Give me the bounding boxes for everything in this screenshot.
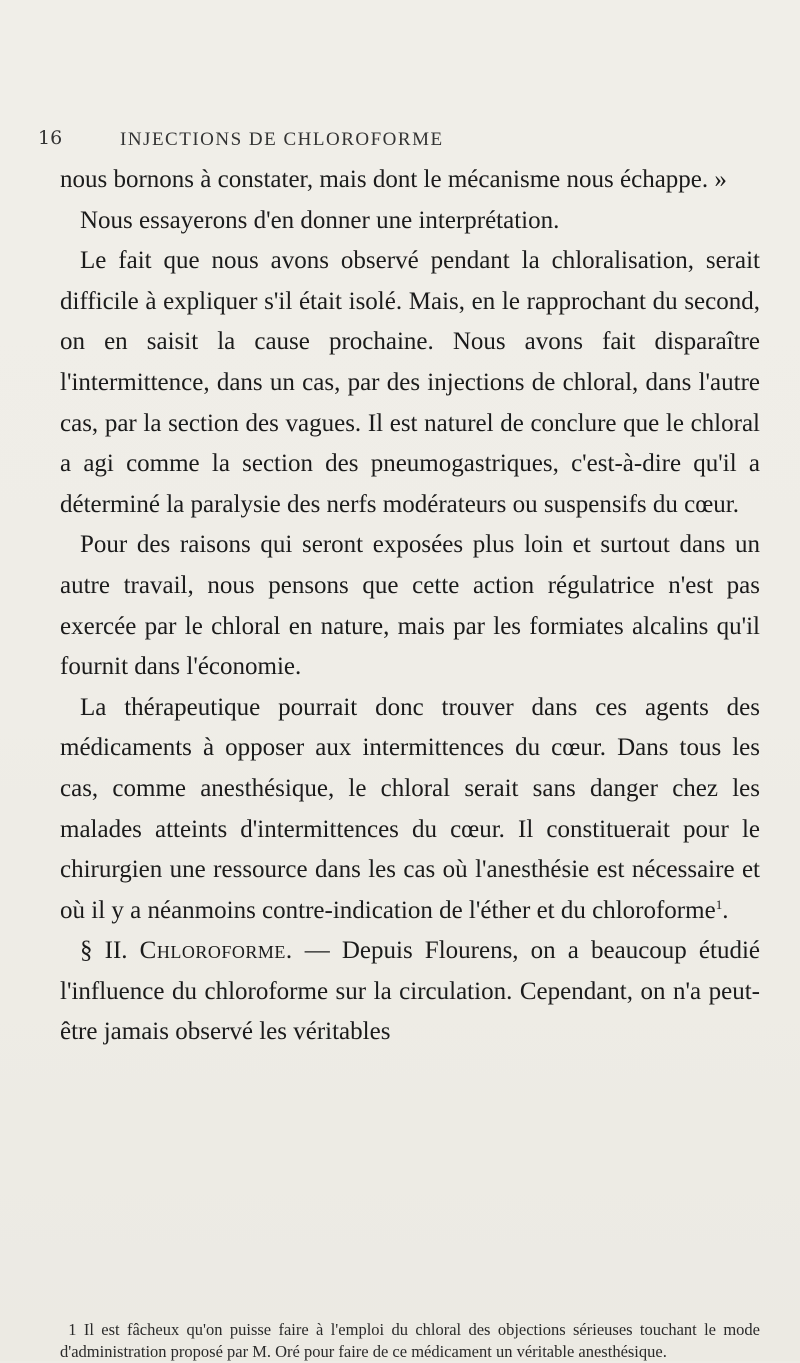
paragraph-text: La thérapeutique pourrait donc trouver dans ces agents des médicaments à opposer aux intermittences du cœur. Dans tous les cas, comme anesthésique, le chloral serait sans danger chez les malades atteints d'intermittences du cœur. Il constituerait pour le chirurgien une ressource dans les cas où l'anesthésie est nécessaire et où il y a néanmoins contre-indication de l'éther et du chloroforme [60,693,760,924]
section-marker: § II. [80,937,128,965]
paragraph: Pour des raisons qui seront exposées plus loin et surtout dans un autre travail, nous pensons que cette action régulatrice n'est pas exercée par le chloral en nature, mais par les formiates alcalins qu'il fournit dans l'économie. [60,531,760,681]
footnote [60,1319,760,1363]
paragraph: Le fait que nous avons observé pendant la chloralisation, serait difficile à expliquer s'il était isolé. Mais, en le rapprochant du second, on en saisit la cause prochaine. Nous avons fait disparaître l'intermittence, dans un cas, par des injections de chloral, dans l'autre cas, par la section des vagues. Il est naturel de conclure que le chloral a agi comme la section des pneumogastriques, c'est-à-dire qu'il a déterminé la paralysie des nerfs modérateurs ou suspensifs du cœur. [60,247,760,518]
paragraph: nous bornons à constater, mais dont le mécanisme nous échappe. » [60,166,727,193]
paragraph: La thérapeutique pourrait donc trouver dans ces agents des médicaments à opposer aux intermittences du cœur. Dans tous les cas, comme anesthésique, le chloral serait sans danger chez les malades atteints d'intermittences du cœur. Il constituerait pour le chirurgien une ressource dans les cas où l'anesthésie est nécessaire et où il y a néanmoins contre-indication de l'éther et du chloroforme$^1$. [60,693,760,924]
footnote-text: Il est fâcheux qu'on puisse faire à l'emploi du chloral des objections sérieuses touchant le mode d'administration proposé par M. Oré pour faire de ce médicament un véritable anesthésique. [60,1320,761,1361]
section-heading: Chloroforme. [139,937,293,965]
footnote-reference: 1 [715,896,723,912]
paragraph: Nous essayerons d'en donner une interprétation. [80,206,560,234]
section-text: — Depuis Flourens, on a beaucoup étudié l'influence du chloroforme sur la circulation. Cependant, on n'a peut-être jamais observé les véritables [60,937,761,1046]
footnote-number: 1 [68,1320,77,1339]
body-text [60,160,760,1053]
section-paragraph [60,931,760,1053]
page-header [38,127,768,157]
page-number: 16 [38,127,63,149]
running-title: INJECTIONS DE CHLOROFORME [120,129,444,150]
